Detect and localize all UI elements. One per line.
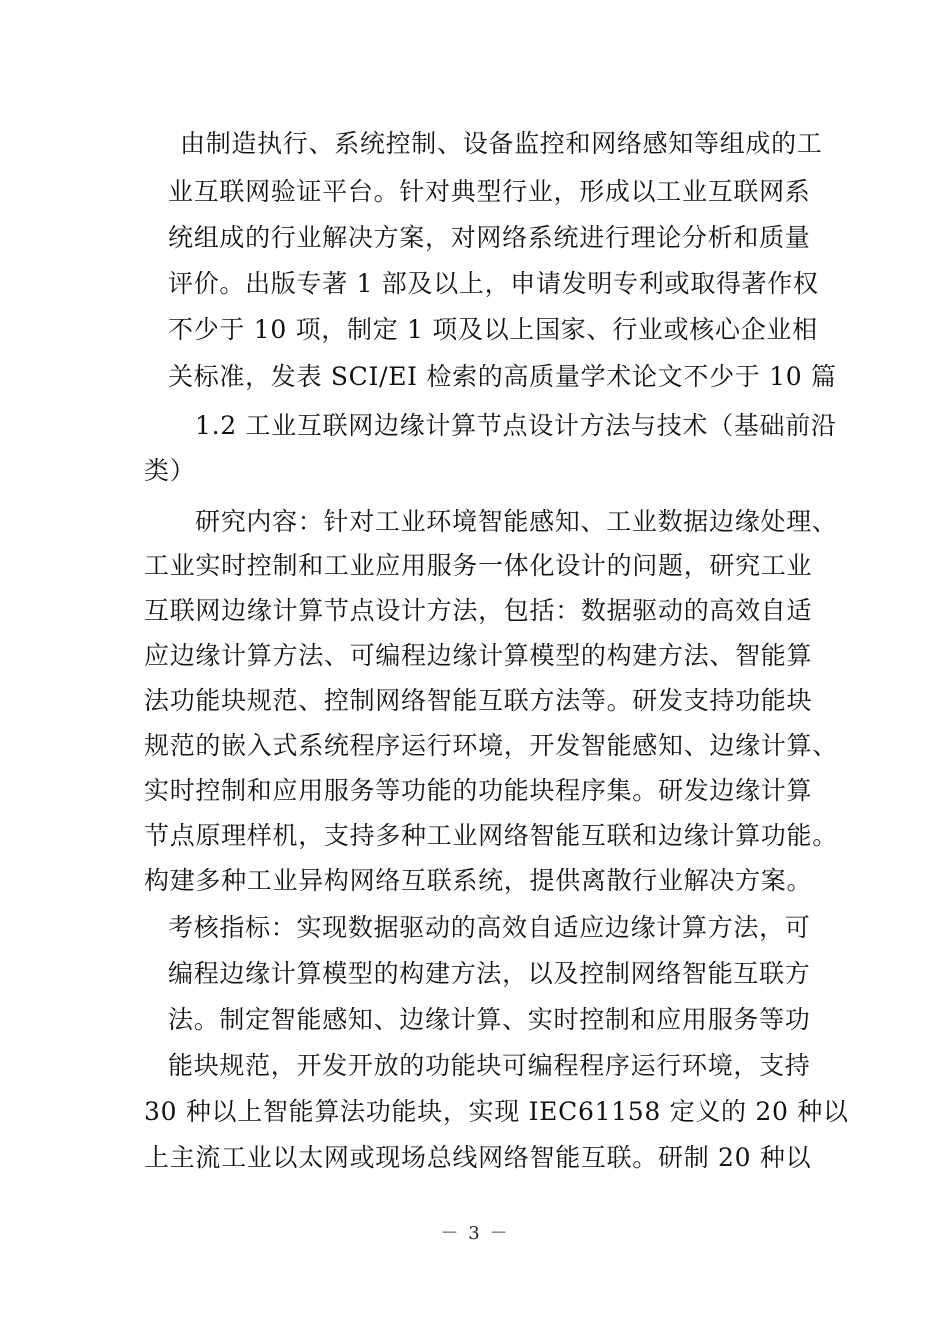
text-line: 关标准，发表 SCI/EI 检索的高质量学术论文不少于 10 篇 xyxy=(168,362,837,391)
text-line: 工业实时控制和工业应用服务一体化设计的问题，研究工业 xyxy=(144,551,813,580)
text-line: 节点原理样机，支持多种工业网络智能互联和边缘计算功能。 xyxy=(144,821,838,850)
text-line: 实时控制和应用服务等功能的功能块程序集。研发边缘计算 xyxy=(144,776,813,805)
text-line: 统组成的行业解决方案，对网络系统进行理论分析和质量 xyxy=(168,223,811,252)
section-heading-line: 1.2 工业互联网边缘计算节点设计方法与技术（基础前沿 xyxy=(195,411,837,440)
text-line: 构建多种工业异构网络互联系统，提供离散行业解决方案。 xyxy=(144,866,813,895)
text-line: 研究内容：针对工业环境智能感知、工业数据边缘处理、 xyxy=(195,507,838,536)
text-line: 考核指标：实现数据驱动的高效自适应边缘计算方法，可 xyxy=(168,913,811,942)
text-line: 法功能块规范、控制网络智能互联方法等。研发支持功能块 xyxy=(144,686,813,715)
text-line: 上主流工业以太网或现场总线网络智能互联。研制 20 种以 xyxy=(144,1143,812,1172)
text-line: 业互联网验证平台。针对典型行业，形成以工业互联网系 xyxy=(168,177,811,206)
text-line: 不少于 10 项，制定 1 项及以上国家、行业或核心企业相 xyxy=(168,315,818,344)
text-line: 能块规范，开发开放的功能块可编程程序运行环境，支持 xyxy=(168,1051,811,1080)
text-line: 30 种以上智能算法功能块，实现 IEC61158 定义的 20 种以 xyxy=(144,1097,849,1126)
text-line: 法。制定智能感知、边缘计算、实时控制和应用服务等功 xyxy=(168,1005,811,1034)
text-line: 由制造执行、系统控制、设备监控和网络感知等组成的工 xyxy=(180,129,823,158)
text-line: 应边缘计算方法、可编程边缘计算模型的构建方法、智能算 xyxy=(144,641,813,670)
text-line: 评价。出版专著 1 部及以上，申请发明专利或取得著作权 xyxy=(168,269,819,298)
text-line: 编程边缘计算模型的构建方法，以及控制网络智能互联方 xyxy=(168,959,811,988)
text-line: 互联网边缘计算节点设计方法，包括：数据驱动的高效自适 xyxy=(144,596,813,625)
text-line: 规范的嵌入式系统程序运行环境，开发智能感知、边缘计算、 xyxy=(144,731,838,760)
section-heading-line: 类） xyxy=(144,456,196,485)
page-number: － 3 － xyxy=(440,1223,510,1244)
